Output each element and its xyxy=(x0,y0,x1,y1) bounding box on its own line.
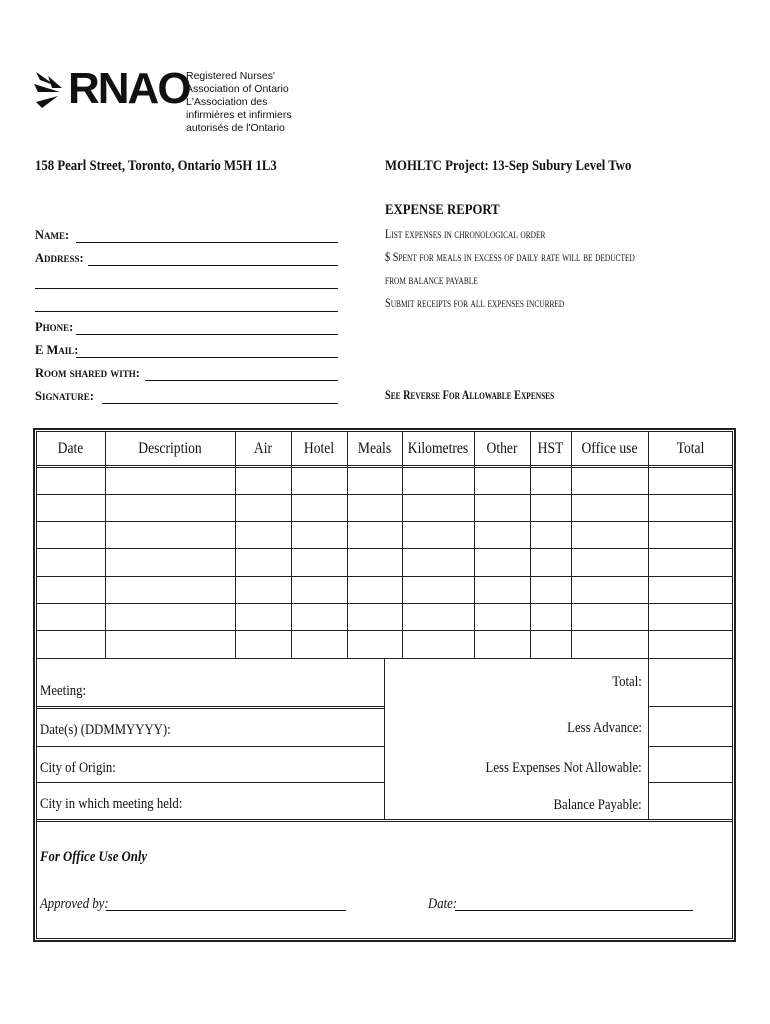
name-field[interactable] xyxy=(76,242,338,243)
logo-line-1: Registered Nurses' Association of Ontario xyxy=(186,70,289,95)
instruction-receipts: Submit receipts for all expenses incurred xyxy=(385,296,565,310)
approved-by-field[interactable] xyxy=(106,910,346,911)
col-header-date: Date xyxy=(57,440,84,457)
table-row[interactable] xyxy=(36,494,733,495)
city-origin-label: City of Origin: xyxy=(40,760,116,776)
email-label: E Mail: xyxy=(35,343,79,357)
summary-divider xyxy=(384,658,385,819)
summary-total-line xyxy=(648,746,733,747)
office-date-label: Date: xyxy=(428,896,458,912)
meeting-label: Meeting: xyxy=(40,683,87,699)
instruction-meals: $ Spent for meals in excess of daily rate will be deducted xyxy=(385,250,635,264)
col-header-meals: Meals xyxy=(357,440,392,457)
logo-brand: RNAO xyxy=(68,64,190,113)
less-advance-label: Less Advance: xyxy=(567,720,642,736)
address-label: Address: xyxy=(35,251,84,265)
summary-bottom-line xyxy=(36,819,733,820)
less-not-allowable-label: Less Expenses Not Allowable: xyxy=(485,760,642,776)
report-title: EXPENSE REPORT xyxy=(385,202,500,218)
phone-label: Phone: xyxy=(35,320,74,334)
city-meeting-label: City in which meeting held: xyxy=(40,796,183,812)
project-title: MOHLTC Project: 13-Sep Subury Level Two xyxy=(385,158,632,174)
col-header-air: Air xyxy=(253,440,273,457)
logo-line-2: L'Association des infirmières et infirmiers xyxy=(186,96,292,121)
rnao-logo xyxy=(34,64,294,134)
balance-payable-label: Balance Payable: xyxy=(553,797,642,813)
col-divider-office-use xyxy=(648,431,649,819)
reverse-note: See Reverse For Allowable Expenses xyxy=(385,388,555,402)
col-header-hotel: Hotel xyxy=(303,440,335,457)
email-field[interactable] xyxy=(76,357,338,358)
summary-line xyxy=(36,746,384,747)
summary-line xyxy=(36,782,384,783)
summary-bottom-line xyxy=(36,821,733,822)
phone-field[interactable] xyxy=(76,334,338,335)
table-row[interactable] xyxy=(36,603,733,604)
address-field-line-3[interactable] xyxy=(35,311,338,312)
room-shared-label: Room shared with: xyxy=(35,366,140,380)
approved-by-label: Approved by: xyxy=(40,896,109,912)
col-header-other: Other xyxy=(486,440,518,457)
total-label: Total: xyxy=(612,674,642,690)
table-row xyxy=(36,467,733,468)
summary-line xyxy=(36,706,384,707)
table-row xyxy=(36,465,733,466)
address-field-line-2[interactable] xyxy=(35,288,338,289)
table-row[interactable] xyxy=(36,630,733,631)
table-row[interactable] xyxy=(36,521,733,522)
address-field[interactable] xyxy=(88,265,338,266)
table-row[interactable] xyxy=(36,576,733,577)
logo-line-3: autorisés de l'Ontario xyxy=(186,122,285,134)
logo-text xyxy=(186,70,294,135)
summary-total-line xyxy=(648,706,733,707)
col-header-kilometres: Kilometres xyxy=(407,440,469,457)
office-date-field[interactable] xyxy=(455,910,693,911)
rnao-swoosh-icon xyxy=(34,70,66,110)
col-header-total: Total xyxy=(676,440,705,457)
room-shared-field[interactable] xyxy=(145,380,338,381)
dates-label: Date(s) (DDMMYYYY): xyxy=(40,722,171,738)
instruction-meals-cont: from balance payable xyxy=(385,273,478,287)
table-row[interactable] xyxy=(36,548,733,549)
summary-line xyxy=(36,708,384,709)
summary-total-line xyxy=(648,782,733,783)
name-label: Name: xyxy=(35,228,70,242)
col-header-description: Description xyxy=(138,440,202,457)
office-use-title: For Office Use Only xyxy=(40,849,148,865)
instruction-chronological: List expenses in chronological order xyxy=(385,227,546,241)
signature-field[interactable] xyxy=(102,403,338,404)
col-header-office-use: Office use xyxy=(581,440,638,457)
signature-label: Signature: xyxy=(35,389,94,403)
org-address: 158 Pearl Street, Toronto, Ontario M5H 1L3 xyxy=(35,158,277,174)
col-header-hst: HST xyxy=(537,440,564,457)
